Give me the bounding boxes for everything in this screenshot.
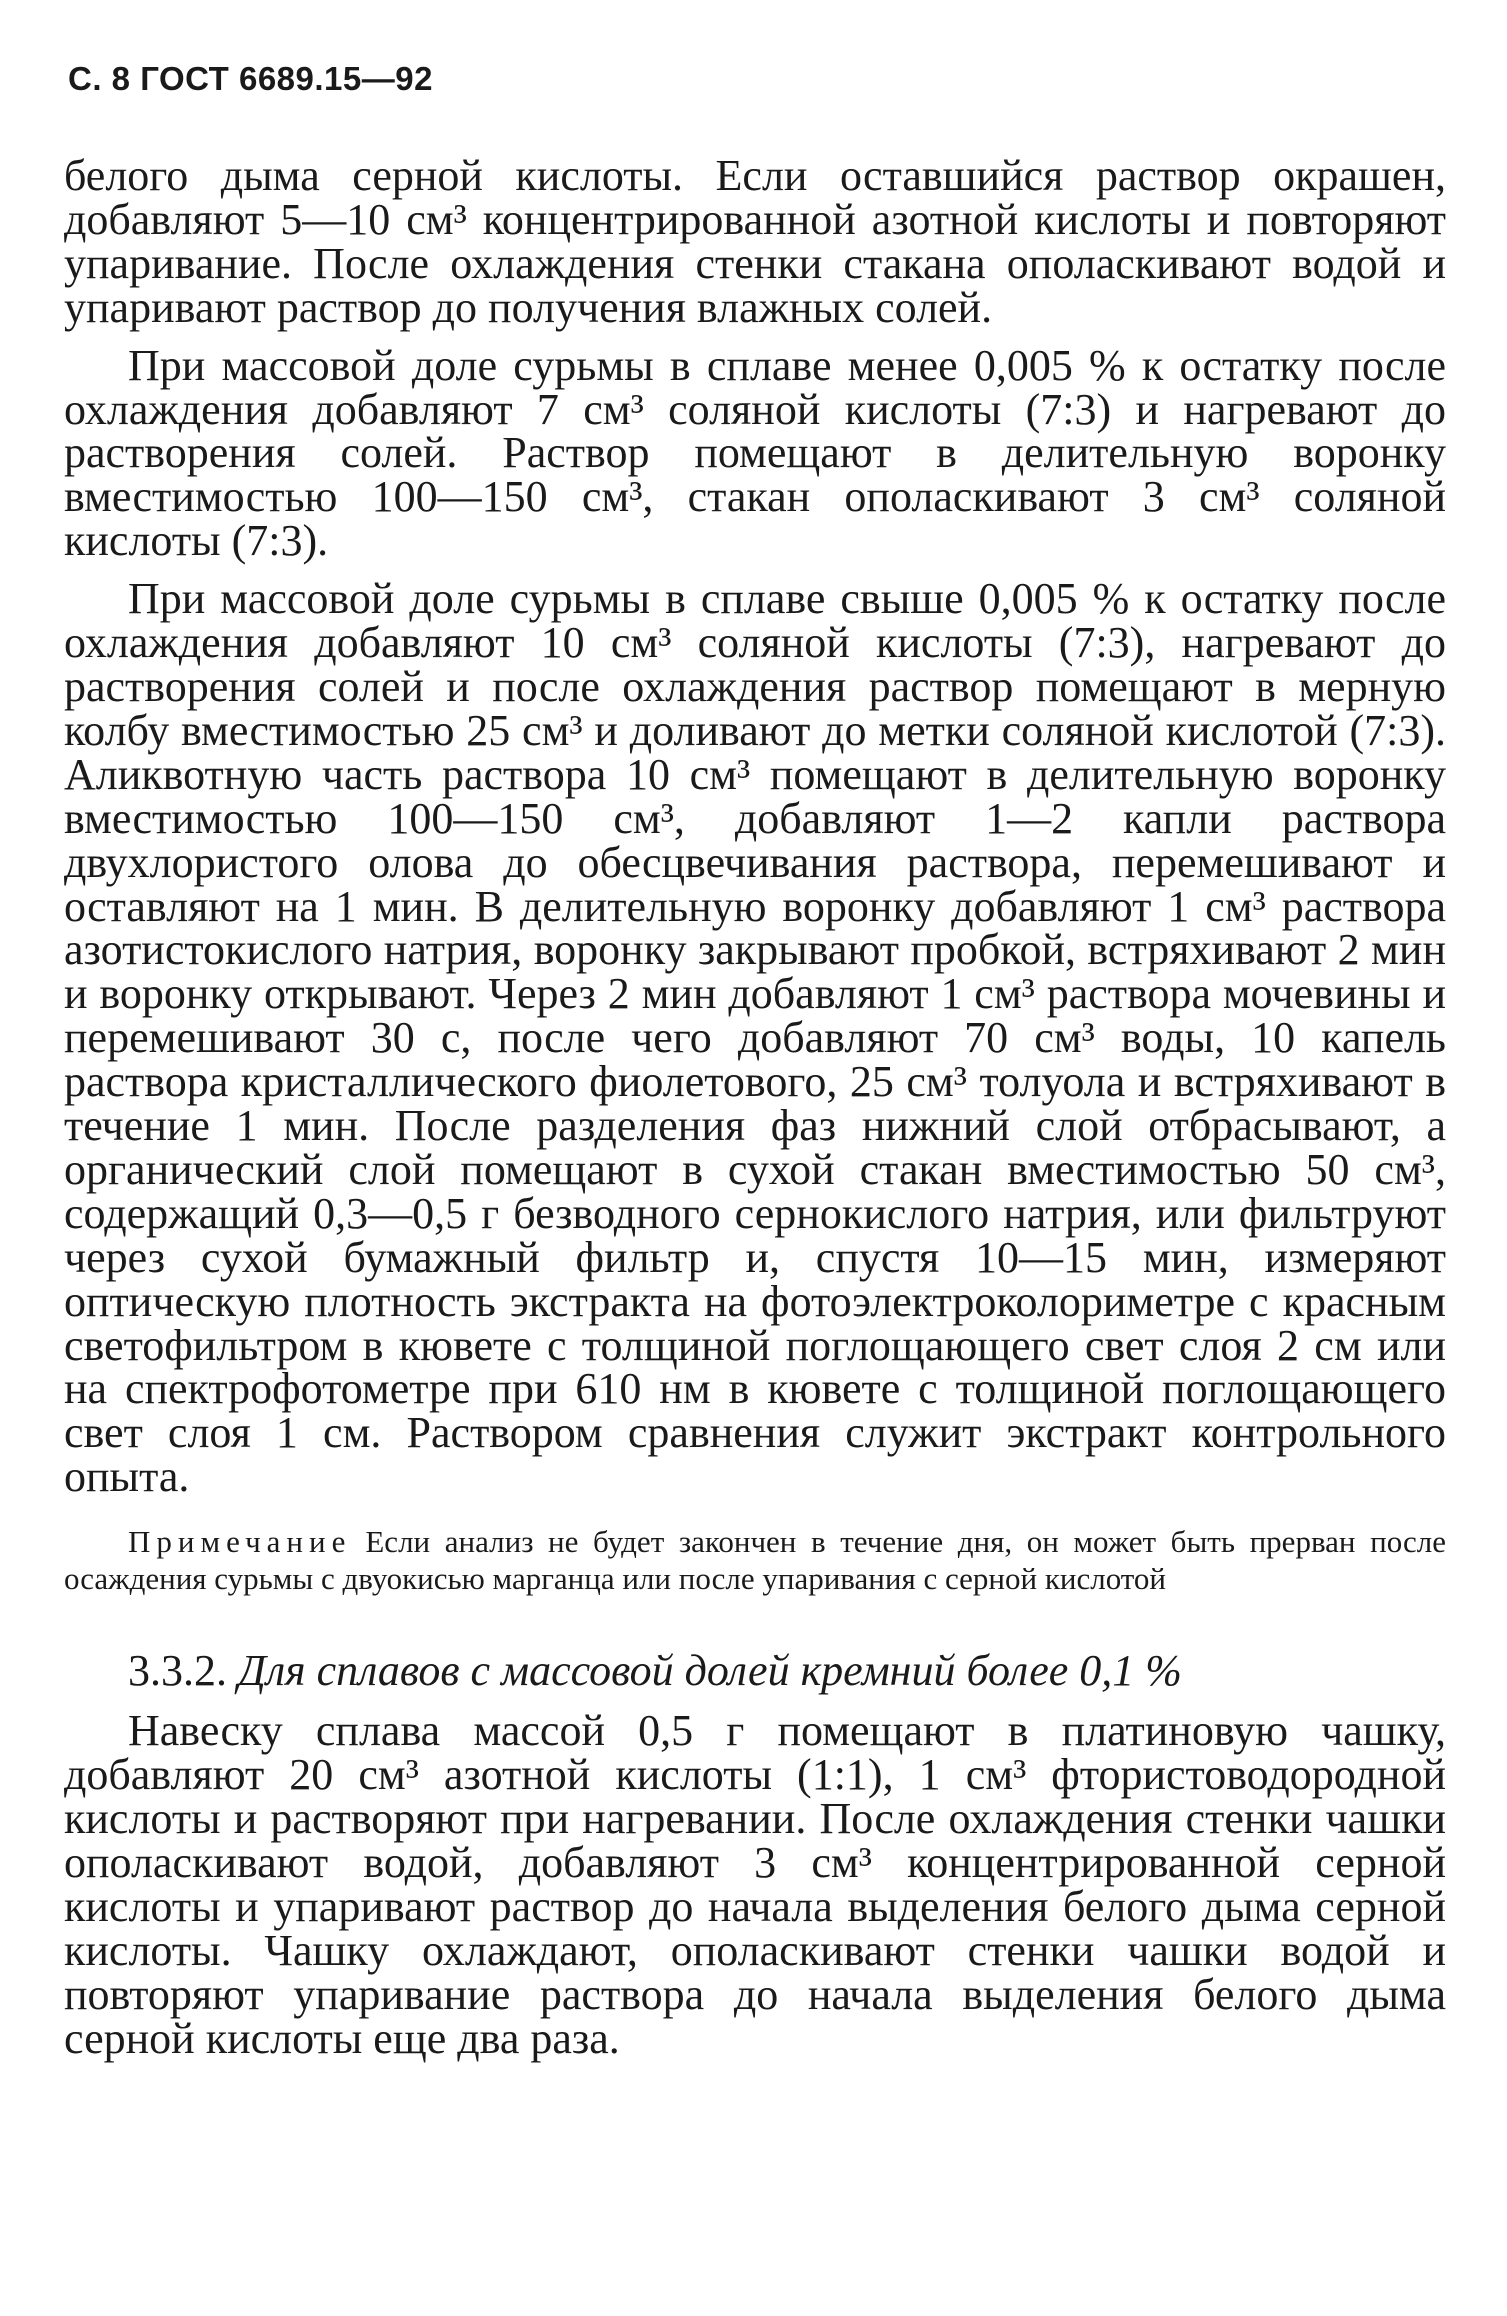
page-header: С. 8 ГОСТ 6689.15—92 — [68, 60, 433, 97]
note-text: Если анализ не будет закончен в течение дня, он может быть прерван после осаждения сурьмы с двуокисью марганца или после упаривания с серной кислотой — [64, 1524, 1446, 1597]
section-title: Для сплавов с массовой долей кремний более 0,1 % — [238, 1646, 1182, 1696]
paragraph-continued: белого дыма серной кислоты. Если оставшийся раствор окрашен, добавляют 5—10 см³ концентрированной азотной кислоты и повторяют упаривание. После охлаждения стенки стакана ополаскивают водой и упаривают раствор до получения влажных солей. — [64, 151, 1446, 332]
note-block — [64, 1523, 1446, 1597]
note-label: Примечание — [128, 1524, 352, 1560]
paragraph-antimony-high: При массовой доле сурьмы в сплаве свыше 0,005 % к остатку после охлаждения добавляют 10 см³ соляной кислоты (7:3), нагревают до растворения солей и после охлаждения раствор помещают в мерную колбу вместимостью 25 см³ и доливают до метки соляной кислотой (7:3). Аликвотную часть раствора 10 см³ помещают в делительную воронку вместимостью 100—150 см³, добавляют 1—2 капли раствора двухлористого олова до обесцвечивания раствора, перемешивают и оставляют на 1 мин. В делительную воронку добавляют 1 см³ раствора азотистокислого натрия, воронку закрывают пробкой, встряхивают 2 мин и воронку открывают. Через 2 мин добавляют 1 см³ раствора мочевины и перемешивают 30 с, после чего добавляют 70 см³ воды, 10 капель раствора кристаллического фиолетового, 25 см³ толуола и встряхивают в течение 1 мин. После разделения фаз нижний слой отбрасывают, а органический слой помещают в сухой стакан вместимостью 50 см³, содержащий 0,3—0,5 г безводного сернокислого натрия, или фильтруют через сухой бумажный фильтр и, спустя 10—15 мин, измеряют оптическую плотность экстракта на фотоэлектроколориметре с красным светофильтром в кювете с толщиной поглощающего свет слоя 2 см или на спектрофотометре при 610 нм в кювете с толщиной поглощающего свет слоя 1 см. Раствором сравнения служит экстракт контрольного опыта. — [64, 574, 1446, 1502]
section-number: 3.3.2. — [128, 1646, 227, 1696]
paragraph-silicon-alloys: Навеску сплава массой 0,5 г помещают в платиновую чашку, добавляют 20 см³ азотной кислоты (1:1), 1 см³ фтористоводородной кислоты и растворяют при нагревании. После охлаждения стенки чашки ополаскивают водой, добавляют 3 см³ концентрированной серной кислоты и упаривают раствор до начала выделения белого дыма серной кислоты. Чашку охлаждают, ополаскивают стенки чашки водой и повторяют упаривание раствора до начала выделения белого дыма серной кислоты еще два раза. — [64, 1706, 1446, 2063]
paragraph-antimony-low: При массовой доле сурьмы в сплаве менее 0,005 % к остатку после охлаждения добавляют 7 см³ соляной кислоты (7:3) и нагревают до растворения солей. Раствор помещают в делительную воронку вместимостью 100—150 см³, стакан ополаскивают 3 см³ соляной кислоты (7:3). — [64, 340, 1446, 566]
document-page — [64, 60, 1446, 2300]
section-heading — [64, 1646, 1446, 1696]
